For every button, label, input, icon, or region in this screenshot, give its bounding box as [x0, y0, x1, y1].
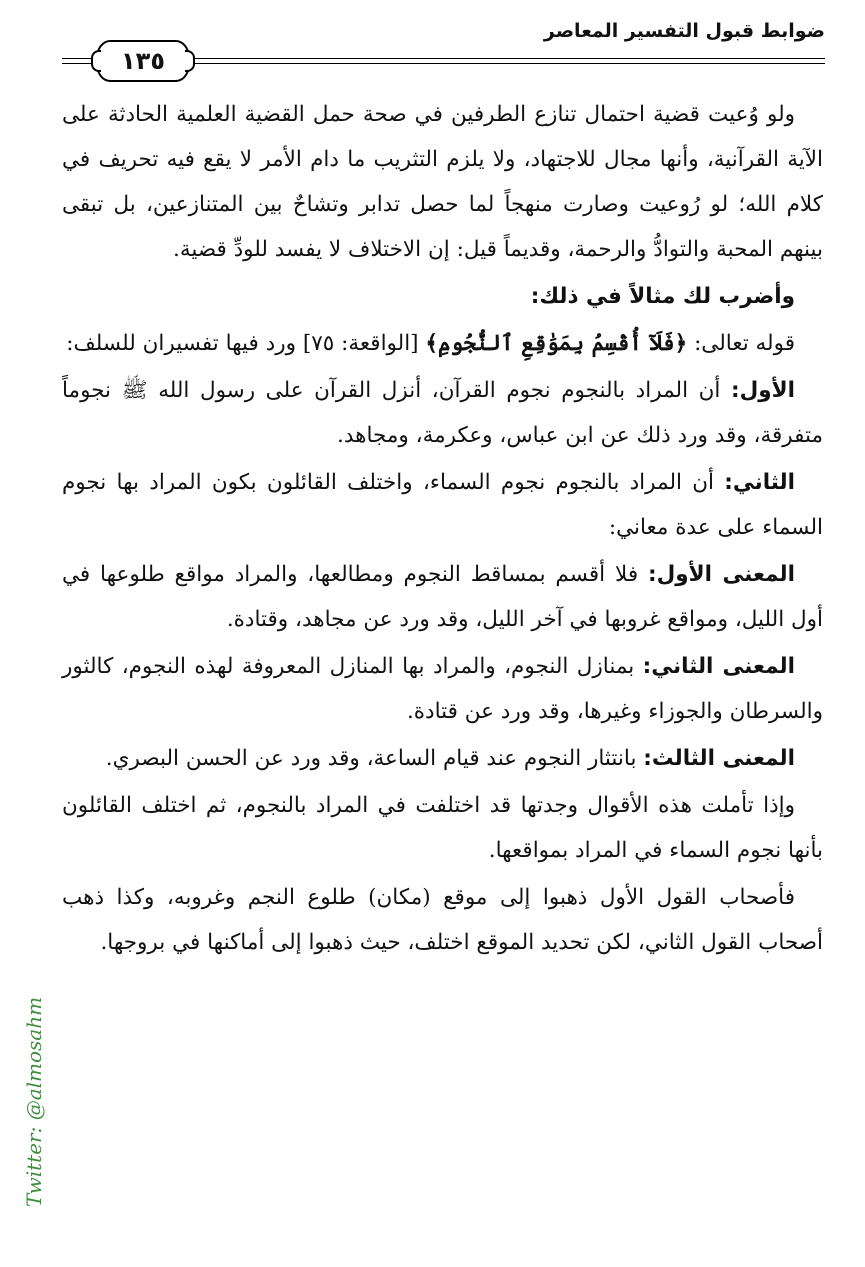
text-run: أن المراد بالنجوم نجوم السماء، واختلف القائلون بكون المراد بها نجوم السماء على عدة معاني: — [62, 470, 823, 540]
term-label: المعنى الثاني: — [642, 654, 795, 679]
header-rule-top — [190, 58, 825, 59]
header-rule-left-bottom — [62, 63, 92, 64]
text-run: [الواقعة: ٧٥] ورد فيها تفسيران للسلف: — [66, 331, 426, 356]
page-number: ١٣٥ — [121, 47, 165, 75]
section-heading: وأضرب لك مثالاً في ذلك: — [530, 284, 795, 309]
paragraph — [62, 644, 823, 734]
watermark-text: Twitter: @almosahm — [22, 996, 46, 1207]
header-rule-left-top — [62, 58, 92, 59]
text-run: بمنازل النجوم، والمراد بها المنازل المعروفة لهذه النجوم، كالثور والسرطان والجوزاء وغيرها، وقد ورد عن قتادة. — [62, 654, 823, 724]
term-label: المعنى الثالث: — [643, 746, 795, 771]
text-run: أن المراد بالنجوم نجوم القرآن، أنزل القرآن على رسول الله ﷺ نجوماً متفرقة، وقد ورد ذلك عن ابن عباس، وعكرمة، ومجاهد. — [62, 378, 823, 448]
paragraph — [62, 736, 823, 781]
paragraph — [62, 368, 823, 458]
paragraph: ولو وُعيت قضية احتمال تنازع الطرفين في صحة حمل القضية العلمية الحادثة على الآية القرآنية، وأنها مجال للاجتهاد، ولا يلزم التثريب ما دام الأمر لا يقع فيه تحريف في كلام الله؛ لو رُوعيت وصارت منهجاً لما حصل تدابر وتشاحٌ بين المتنازعين، بل تبقى بينهم المحبة والتوادُّ والرحمة، وقديماً قيل: إن الاختلاف لا يفسد للودِّ قضية. — [62, 102, 823, 262]
text-run: قوله تعالى: — [687, 331, 795, 356]
paragraph — [62, 460, 823, 550]
page-header — [62, 18, 825, 78]
page-number-frame — [96, 40, 190, 82]
paragraph — [62, 321, 823, 366]
running-title: ضوابط قبول التفسير المعاصر — [543, 20, 825, 42]
term-label: المعنى الأول: — [647, 562, 795, 587]
term-label: الثاني: — [724, 470, 795, 495]
page-body — [62, 92, 823, 967]
header-rule-bottom — [190, 63, 825, 64]
paragraph: فأصحاب القول الأول ذهبوا إلى موقع (مكان) طلوع النجم وغروبه، وكذا ذهب أصحاب القول الثاني، لكن تحديد الموقع اختلف، حيث ذهبوا إلى أماكنها في بروجها. — [62, 885, 823, 955]
paragraph — [62, 552, 823, 642]
quran-verse: ﴿فَلَآ أُقْسِمُ بِمَوَٰقِعِ ٱلنُّجُومِ﴾ — [425, 331, 688, 356]
text-run: فلا أقسم بمساقط النجوم ومطالعها، والمراد مواقع طلوعها في أول الليل، ومواقع غروبها في آخر الليل، وقد ورد عن مجاهد، وقتادة. — [62, 562, 823, 632]
term-label: الأول: — [731, 378, 795, 403]
paragraph: وإذا تأملت هذه الأقوال وجدتها قد اختلفت في المراد بالنجوم، ثم اختلف القائلون بأنها نجوم السماء في المراد بمواقعها. — [62, 793, 823, 863]
text-run: بانتثار النجوم عند قيام الساعة، وقد ورد عن الحسن البصري. — [105, 746, 644, 771]
